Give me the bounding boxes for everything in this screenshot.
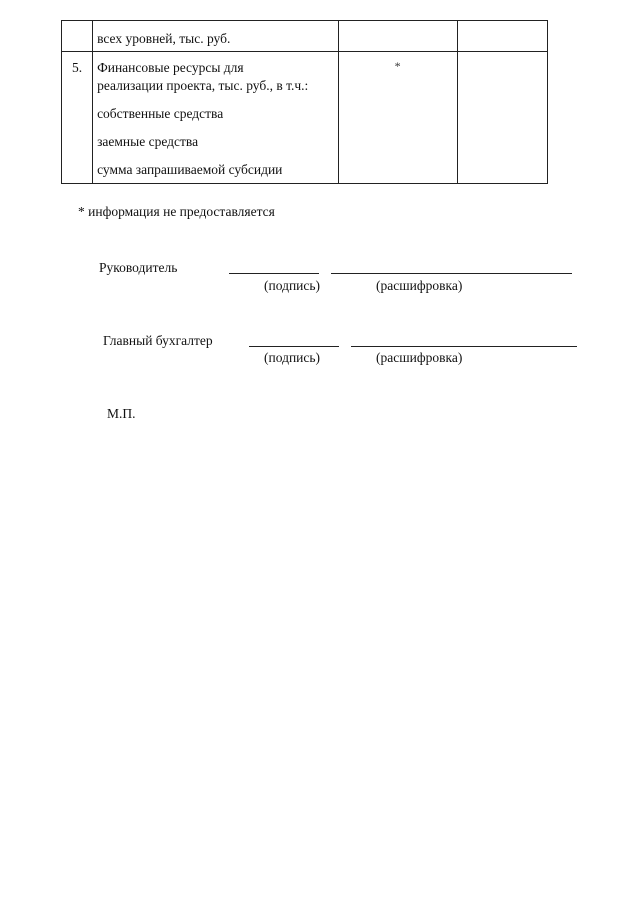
row-name-line: Финансовые ресурсы для: [97, 60, 244, 75]
row-number-cell: [62, 21, 93, 52]
row-name-cell: [93, 52, 339, 184]
table-row: [62, 21, 548, 52]
sub-item-subsidy-amount: сумма запрашиваемой субсидии: [97, 162, 283, 177]
asterisk-mark: *: [394, 59, 401, 73]
table-row: [62, 52, 548, 184]
row-name-text: всех уровней, тыс. руб.: [97, 31, 231, 46]
value-cell-a: [338, 52, 457, 184]
name-line: [331, 273, 572, 274]
signature-line: [249, 346, 339, 347]
value-cell-b: [457, 21, 547, 52]
row-name-cell: [93, 21, 339, 52]
signature-role-director: Руководитель: [99, 260, 178, 275]
name-caption: (расшифровка): [376, 350, 463, 365]
signature-caption: (подпись): [264, 350, 321, 365]
sub-item-own-funds: собственные средства: [97, 106, 224, 121]
row-name-line: реализации проекта, тыс. руб., в т.ч.:: [97, 78, 309, 93]
footnote: * информация не предоставляется: [78, 204, 275, 219]
sub-item-borrowed-funds: заемные средства: [97, 134, 199, 149]
signature-role-chief-accountant: Главный бухгалтер: [103, 333, 213, 348]
stamp-placeholder: М.П.: [107, 406, 136, 421]
value-cell-b: [457, 52, 547, 184]
signature-line: [229, 273, 319, 274]
row-number-cell: [62, 52, 93, 184]
row-number: 5.: [72, 60, 83, 75]
finance-table: [61, 20, 548, 184]
value-cell-a: [338, 21, 457, 52]
name-caption: (расшифровка): [376, 278, 463, 293]
name-line: [351, 346, 577, 347]
signature-caption: (подпись): [264, 278, 321, 293]
